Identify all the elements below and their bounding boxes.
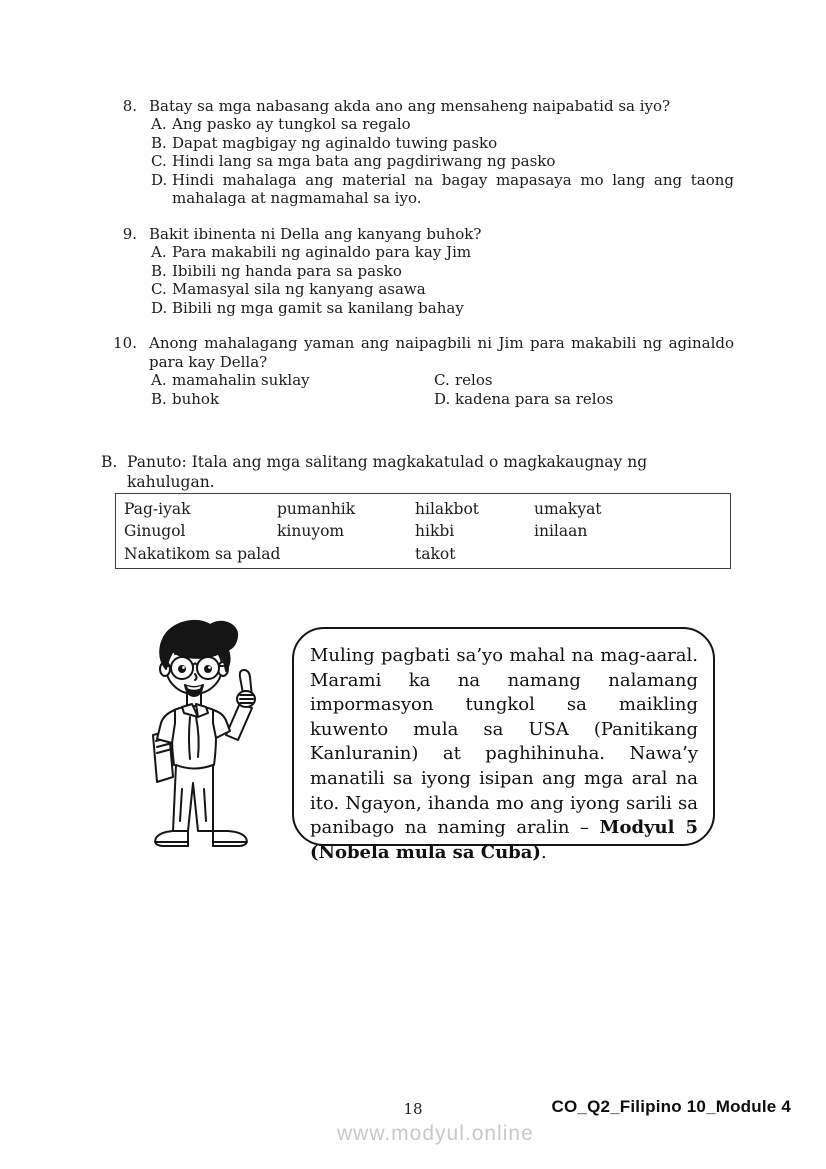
bubble-text-regular: Muling pagbati sa’yo mahal na mag-aaral. Marami ka na namang nalamang impormasyon tungkol sa maikling kuwento mula sa USA (Panitikang Kanluranin) at paghihinuha. Nawa’y manatili sa iyong isipan ang mga aral na ito. Ngayon, ihanda mo ang iyong sarili sa panibago na naming aralin –: [310, 645, 698, 839]
word-cell: hilakbot: [415, 500, 480, 518]
option-text: relos: [455, 371, 493, 390]
speech-bubble-text: [310, 644, 698, 865]
option-letter: A.: [151, 371, 167, 390]
option-row: [151, 299, 734, 317]
option-text: Ang pasko ay tungkol sa regalo: [172, 115, 411, 134]
question-number: 10.: [113, 334, 137, 353]
option-letter: B.: [151, 261, 167, 280]
option-row: [151, 390, 434, 408]
question-stem: Bakit ibinenta ni Della ang kanyang buhok?: [149, 224, 482, 243]
word-cell: kinuyom: [277, 522, 345, 541]
option-letter: D.: [434, 389, 451, 408]
student-boy-illustration: [140, 611, 268, 861]
word-cell: takot: [415, 544, 456, 563]
section-b-instruction: Panuto: Itala ang mga salitang magkakatulad o magkakaugnay ng kahulugan.: [127, 453, 648, 491]
question-10: [107, 334, 734, 408]
option-text: Bibili ng mga gamit sa kanilang bahay: [172, 298, 464, 317]
option-row: [434, 390, 734, 408]
option-text: Hindi lang sa mga bata ang pagdiriwang ng pasko: [172, 152, 556, 171]
option-letter: B.: [151, 133, 167, 152]
option-letter: C.: [434, 371, 450, 390]
option-text: mamahalin suklay: [172, 371, 310, 390]
option-letter: A.: [151, 243, 167, 262]
option-text: Dapat magbigay ng aginaldo tuwing pasko: [172, 133, 498, 152]
option-letter: D.: [151, 170, 168, 189]
section-b-label: B.: [101, 453, 118, 471]
word-box-row: [116, 500, 730, 522]
word-cell: Ginugol: [124, 522, 186, 541]
question-number: 9.: [122, 224, 137, 243]
option-text: Ibibili ng handa para sa pasko: [172, 261, 402, 280]
questions-section: [107, 97, 734, 408]
word-box: [115, 493, 731, 569]
word-cell: pumanhik: [277, 500, 356, 518]
question-stem: Batay sa mga nabasang akda ano ang mensaheng naipabatid sa iyo?: [149, 97, 671, 115]
bubble-text-period: .: [540, 841, 547, 863]
option-text: Mamasyal sila ng kanyang asawa: [172, 280, 426, 299]
word-box-row: [116, 545, 730, 567]
option-row: [434, 371, 734, 389]
word-box-row: [116, 522, 730, 544]
option-row: [151, 171, 734, 208]
option-row: [151, 280, 734, 298]
option-text: Hindi mahalaga ang material na bagay mapasaya mo lang ang taong mahalaga at nagmamahal sa iyo.: [172, 170, 734, 208]
student-boy-thumbs-up-icon: [140, 611, 268, 861]
footer-page-number: 18: [403, 1100, 423, 1118]
option-letter: C.: [151, 280, 167, 299]
option-text: buhok: [172, 389, 220, 408]
option-row: [151, 134, 734, 152]
option-row: [151, 152, 734, 170]
word-cell: inilaan: [534, 522, 588, 541]
question-stem: Anong mahalagang yaman ang naipagbili ni Jim para makabili ng aginaldo para kay Della?: [149, 334, 734, 371]
question-number: 8.: [122, 97, 137, 115]
word-cell: Pag-iyak: [124, 500, 191, 518]
option-row: [151, 371, 434, 389]
option-row: [151, 243, 734, 261]
option-row: [151, 262, 734, 280]
option-text: Para makabili ng aginaldo para kay Jim: [172, 243, 472, 262]
question-9: [107, 225, 734, 317]
option-letter: D.: [151, 298, 168, 317]
speech-bubble: [292, 627, 715, 863]
option-text: kadena para sa relos: [455, 389, 614, 408]
word-cell: hikbi: [415, 522, 455, 541]
word-cell: umakyat: [534, 500, 602, 518]
option-row: [151, 115, 734, 133]
bubble-text-bold: Modyul 5 (Nobela mula sa Cuba): [310, 817, 698, 863]
section-b-header: [101, 452, 734, 492]
watermark-text: www.modyul.online: [337, 1122, 534, 1145]
option-letter: B.: [151, 389, 167, 408]
option-letter: A.: [151, 115, 167, 134]
word-cell: Nakatikom sa palad: [124, 544, 281, 563]
option-letter: C.: [151, 152, 167, 171]
footer-module-label: CO_Q2_Filipino 10_Module 4: [551, 1097, 791, 1116]
question-8: [107, 97, 734, 207]
